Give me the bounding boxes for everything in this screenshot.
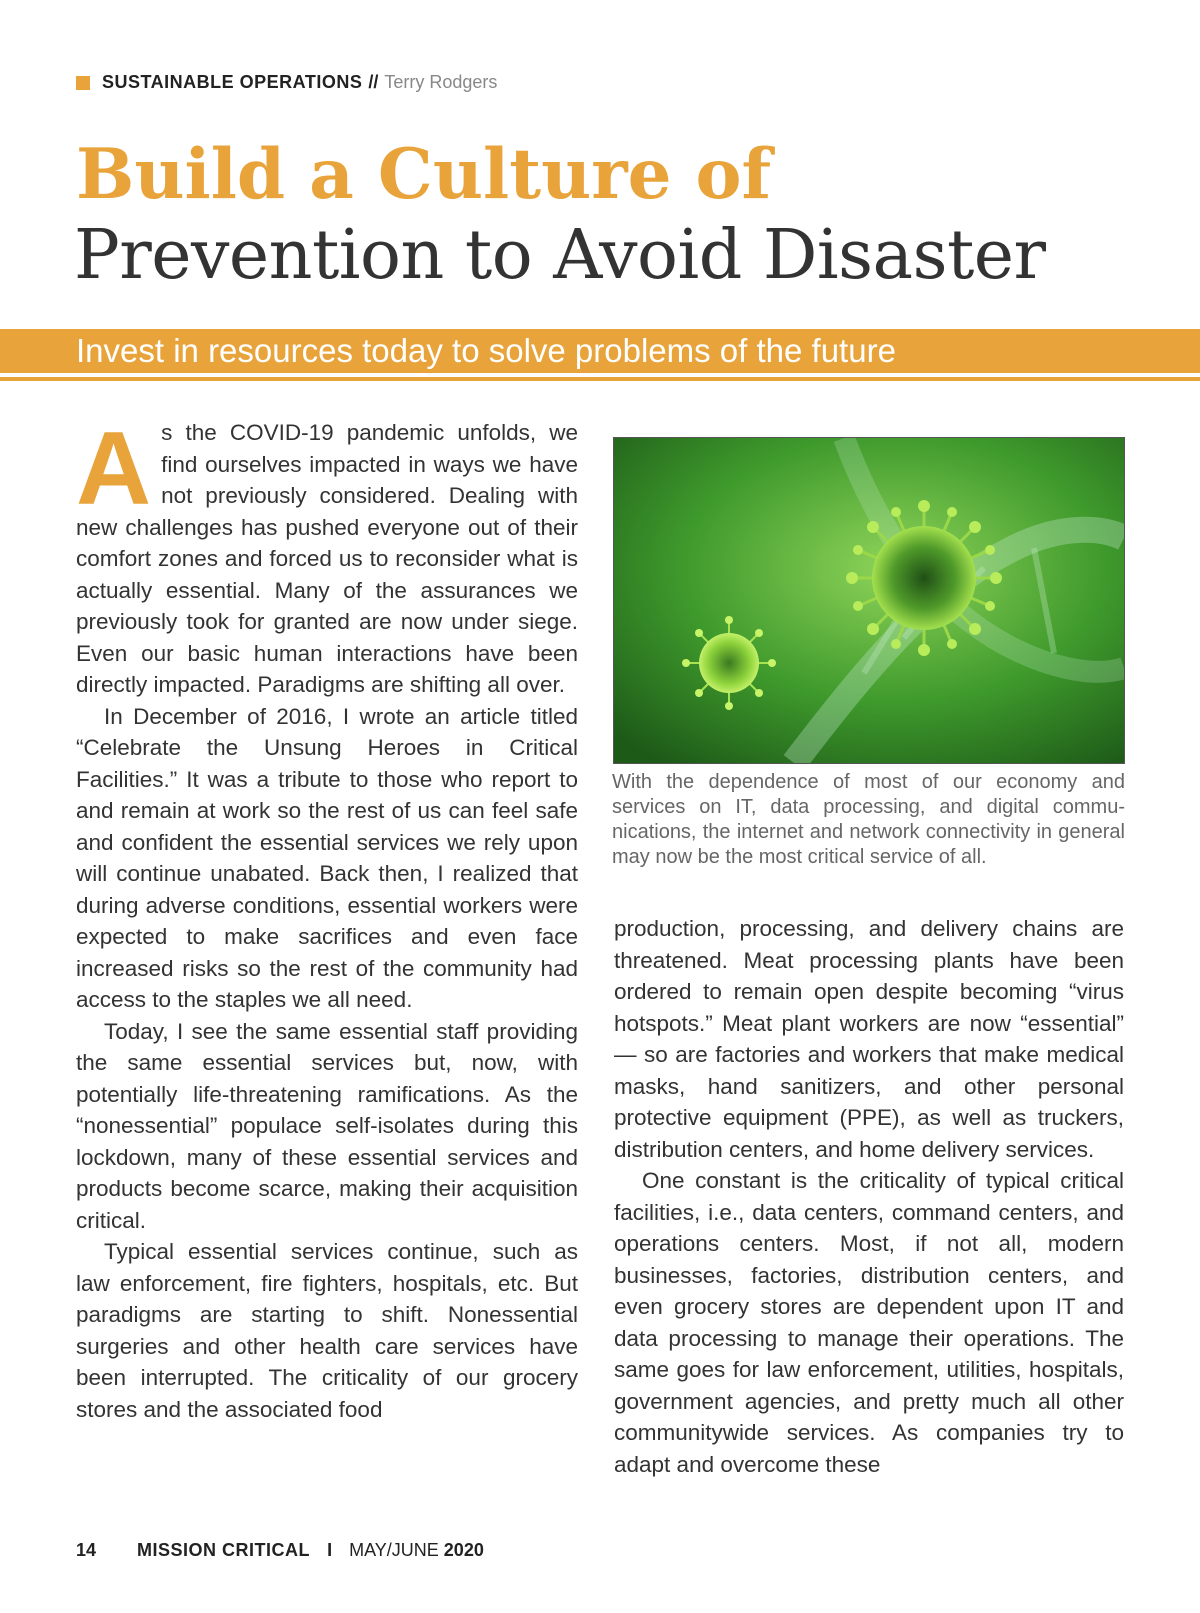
section-marker-square [76, 76, 90, 90]
paragraph-5: production, processing, and delivery chains are threatened. Meat processing plants have been ordered to remain open despite becoming “virus hotspots.” Meat plant workers are now “essential” — so are factories and workers that make medical masks, hand sanitizers, and other personal protective equipment (PPE), as well as truckers, distribution centers, and home delivery services. [614, 916, 1124, 1162]
paragraph-6: One constant is the criticality of typical critical facilities, i.e., data centers, command centers, and operations centers. Most, if not all, modern businesses, factories, distribution centers, and even grocery stores are dependent upon IT and data processing to manage their operations. The same goes for law enforcement, utilities, hospitals, government agencies, and pretty much all other communitywide services. As companies try to adapt and overcome these [614, 1168, 1124, 1477]
drop-cap: A [76, 411, 152, 527]
section-kicker [76, 72, 497, 93]
figure-caption: With the dependence of most of our economy and services on IT, data processing, and digital communications, the internet and network connectivity in general may now be the most critical service of all. [612, 771, 1125, 868]
article-column-right [614, 913, 1124, 1480]
issue-year: 2020 [443, 1540, 484, 1560]
issue-months: MAY/JUNE [349, 1540, 439, 1560]
page-number: 14 [76, 1540, 97, 1560]
headline-line-2: Prevention to Avoid Disaster [74, 216, 1046, 295]
article-column-left [76, 411, 578, 1425]
kicker-separator: // [368, 72, 379, 92]
paragraph-1-text: s the COVID-19 pandemic unfolds, we find ourselves impacted in ways we have not previously considered. Dealing with new challenges has pushed everyone out of their comfort zones and forced us to reconsider what is actually essential. Many of the assurances we previously took for granted are now under siege. Even our basic human interactions have been directly impacted. Paradigms are shifting all over. [76, 420, 578, 697]
magazine-name: MISSION CRITICAL [137, 1540, 311, 1560]
coronavirus-illustration [614, 438, 1124, 763]
paragraph-1 [76, 411, 578, 701]
headline-line-1: Build a Culture of [76, 134, 772, 215]
paragraph-2: In December of 2016, I wrote an article titled “Celebrate the Unsung Heroes in Critical Facilities.” It was a tribute to those who report to and remain at work so the rest of us can feel safe and confident the essential services we rely upon will continue unabated. Back then, I realized that during adverse conditions, essential workers were expected to make sacrifices and even face increased risks so the rest of the community had access to the staples we all need. [76, 703, 578, 1012]
paragraph-3: Today, I see the same essential staff providing the same essential services but, now, with potentially life-threatening ramifications. As the “nonessential” populace self-isolates during this lockdown, many of these essential services and products become scarce, making their acquisition critical. [76, 1018, 578, 1233]
page-footer [76, 1540, 484, 1561]
subtitle-rule [0, 377, 1200, 381]
section-name: SUSTAINABLE OPERATIONS [102, 72, 363, 92]
author-name: Terry Rodgers [384, 72, 498, 92]
paragraph-4: Typical essential services continue, such as law enforcement, fire fighters, hospitals, etc. But paradigms are starting to shift. Nonessential surgeries and other health care services have been interrupted. The criticality of our grocery stores and the associated food [76, 1239, 578, 1422]
footer-divider: I [327, 1540, 333, 1560]
subtitle: Invest in resources today to solve problems of the future [76, 332, 896, 369]
virus-dna-photo [613, 437, 1125, 764]
